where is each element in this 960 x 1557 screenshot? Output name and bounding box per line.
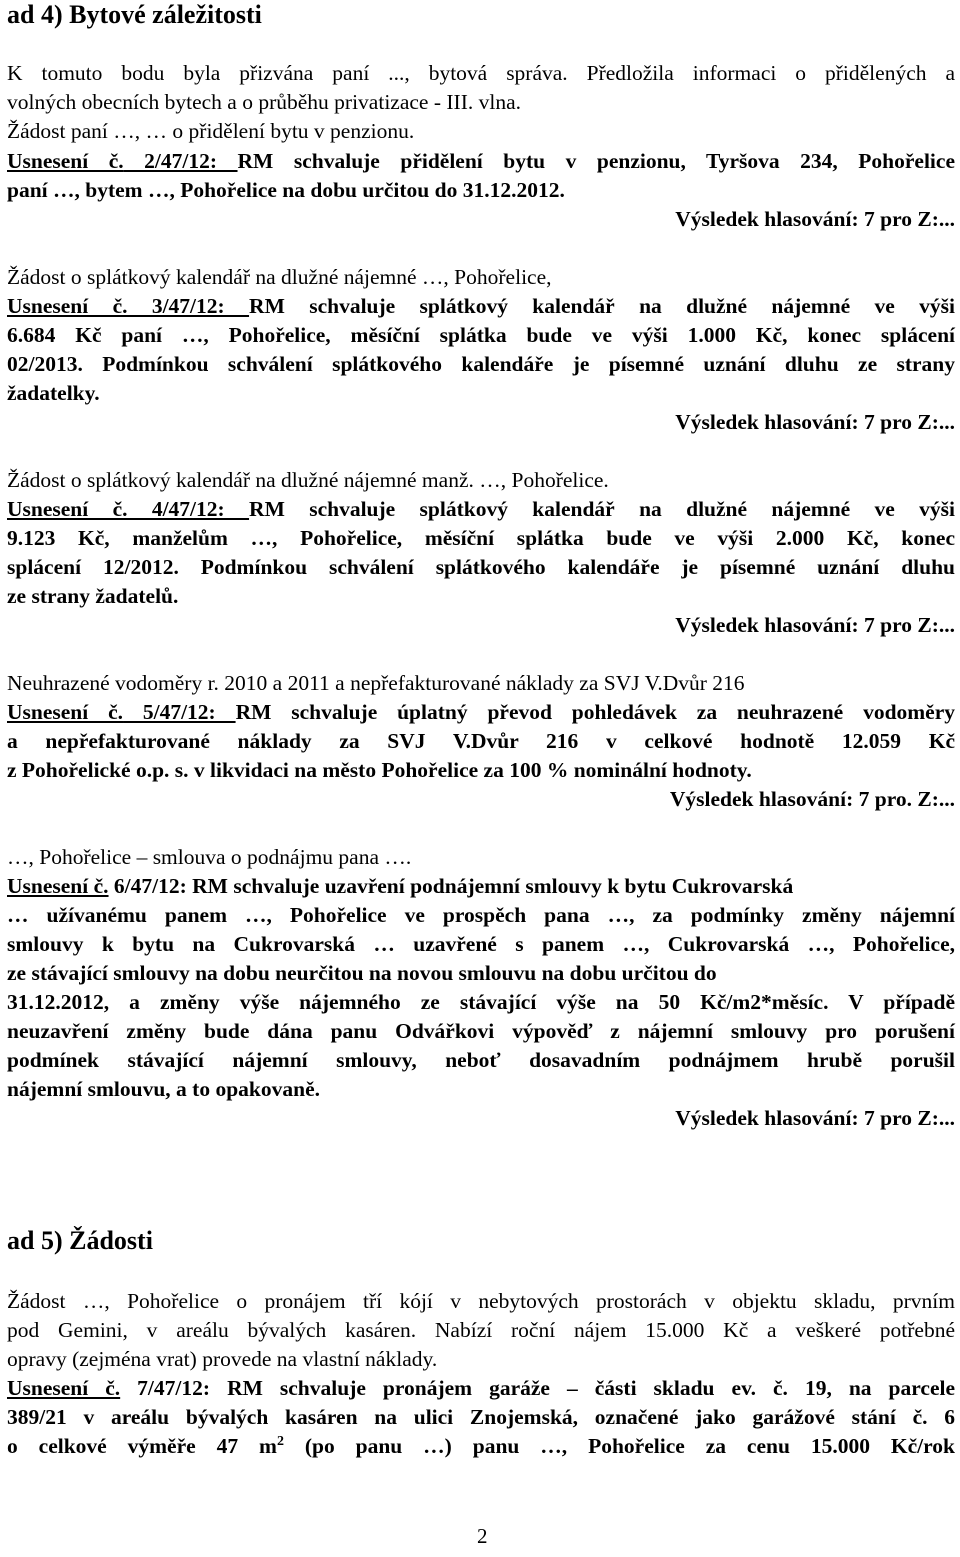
request-text: opravy (zejména vrat) provede na vlastní náklady. [7, 1347, 438, 1371]
superscript: 2 [276, 1433, 284, 1449]
resolution-text: paní …, bytem …, Pohořelice na dobu určitou do 31.12.2012. [7, 178, 565, 202]
resolution-text: 6.684 Kč paní …, Pohořelice, měsíční splátka bude ve výši 1.000 Kč, konec splácení [7, 323, 955, 347]
resolution-text: RM schvaluje uzavření podnájemní smlouvy k bytu Cukrovarská [192, 874, 794, 898]
resolution-text: RM schvaluje úplatný převod pohledávek za neuhrazené vodoměry [235, 700, 956, 724]
resolution-text: podmínek stávající nájemní smlouvy, neboť dosavadním podnájmem hrubě porušil [7, 1048, 955, 1072]
request-text: Žádost …, Pohořelice o pronájem tří kójí v nebytových prostorách v objektu skladu, prvním [7, 1289, 955, 1313]
resolution-text: (po panu …) panu …, Pohořelice za cenu 15.000 Kč/rok [283, 1434, 955, 1458]
resolution-text: ze strany žadatelů. [7, 584, 179, 608]
request-text: Žádost o splátkový kalendář na dlužné nájemné manž. …, Pohořelice. [7, 468, 609, 492]
resolution-label: Usnesení č. [7, 874, 109, 898]
request-text: pod Gemini, v areálu bývalých kasáren. Nabízí roční nájem 15.000 Kč a veškeré potřebné [7, 1318, 955, 1342]
resolution-text: RM schvaluje splátkový kalendář na dlužné nájemné ve výši [249, 294, 956, 318]
request-6 [7, 843, 955, 1133]
resolution-text: z Pohořelické o.p. s. v likvidaci na město Pohořelice za 100 % nominální hodnoty. [7, 758, 752, 782]
resolution-text: splácení 12/2012. Podmínkou schválení splátkového kalendáře je písemné uznání dluhu [7, 555, 955, 579]
request-7 [7, 1287, 955, 1461]
resolution-number: 3/47/12: [127, 294, 250, 318]
resolution-text: o celkové výměře 47 m [7, 1434, 277, 1458]
resolution-text: 31.12.2012, a změny výše nájemného ze stávající výše na 50 Kč/m2*měsíc. V případě [7, 990, 955, 1014]
resolution-text: … užívanému panem …, Pohořelice ve prospěch pana …, za podmínky změny nájemní [7, 903, 955, 927]
resolution-label: Usnesení č. [7, 497, 128, 521]
resolution-text: ze stávající smlouvy na dobu neurčitou na novou smlouvu na dobu určitou do [7, 961, 717, 985]
resolution-text: RM schvaluje přidělení bytu v penzionu, Tyršova 234, Pohořelice [237, 149, 955, 173]
intro-line: Žádost paní …, … o přidělení bytu v penzionu. [7, 119, 415, 143]
intro-paragraph [7, 59, 955, 146]
resolution-2 [7, 147, 955, 234]
resolution-text: neuzavření změny bude dána panu Odvářkovi výpověď z nájemní smlouvy pro porušení [7, 1019, 955, 1043]
request-text: Žádost o splátkový kalendář na dlužné nájemné …, Pohořelice, [7, 265, 552, 289]
resolution-text: smlouvy k bytu na Cukrovarská … uzavřené s panem …, Cukrovarská …, Pohořelice, [7, 932, 955, 956]
resolution-label: Usnesení č. [7, 1376, 121, 1400]
resolution-text: a nepřefakturované náklady za SVJ V.Dvůr 216 v celkové hodnotě 12.059 Kč [7, 729, 955, 753]
resolution-number: 6/47/12: [108, 874, 193, 898]
resolution-text: 9.123 Kč, manželům …, Pohořelice, měsíční splátka bude ve výši 2.000 Kč, konec [7, 526, 955, 550]
resolution-label: Usnesení č. [7, 700, 124, 724]
vote-result: Výsledek hlasování: 7 pro Z:... [675, 1106, 955, 1130]
vote-result: Výsledek hlasování: 7 pro. Z:... [669, 787, 955, 811]
intro-line: K tomuto bodu byla přizvána paní ..., bytová správa. Předložila informaci o přidělených a [7, 61, 955, 85]
vote-result: Výsledek hlasování: 7 pro Z:... [675, 613, 955, 637]
intro-line: volných obecních bytech a o průběhu privatizace - III. vlna. [7, 90, 521, 114]
section-heading-zadosti: ad 5) Žádosti [7, 1226, 153, 1255]
request-3 [7, 263, 955, 437]
request-text: Neuhrazené vodoměry r. 2010 a 2011 a nepřefakturované náklady za SVJ V.Dvůr 216 [7, 671, 745, 695]
resolution-label: Usnesení č. [7, 149, 124, 173]
resolution-text: 389/21 v areálu bývalých kasáren na ulici Znojemská, označené jako garážové stání č. 6 [7, 1405, 955, 1429]
request-4 [7, 466, 955, 640]
resolution-number: 2/47/12: [123, 149, 238, 173]
vote-result: Výsledek hlasování: 7 pro Z:... [675, 410, 955, 434]
page-number: 2 [477, 1524, 488, 1548]
section-heading-bytove: ad 4) Bytové záležitosti [7, 0, 262, 29]
vote-result: Výsledek hlasování: 7 pro Z:... [675, 207, 955, 231]
request-text: …, Pohořelice – smlouva o podnájmu pana …. [7, 845, 412, 869]
resolution-number: 5/47/12: [123, 700, 236, 724]
resolution-number: 4/47/12: [127, 497, 250, 521]
resolution-text: RM schvaluje splátkový kalendář na dlužné nájemné ve výši [249, 497, 956, 521]
resolution-text: RM schvaluje pronájem garáže – části skladu ev. č. 19, na parcele [227, 1376, 956, 1400]
resolution-text: 02/2013. Podmínkou schválení splátkového kalendáře je písemné uznání dluhu ze strany [7, 352, 955, 376]
resolution-text: žadatelky. [7, 381, 100, 405]
resolution-text: nájemní smlouvu, a to opakovaně. [7, 1077, 320, 1101]
request-5 [7, 669, 955, 814]
resolution-label: Usnesení č. [7, 294, 128, 318]
resolution-number: 7/47/12: [120, 1376, 228, 1400]
